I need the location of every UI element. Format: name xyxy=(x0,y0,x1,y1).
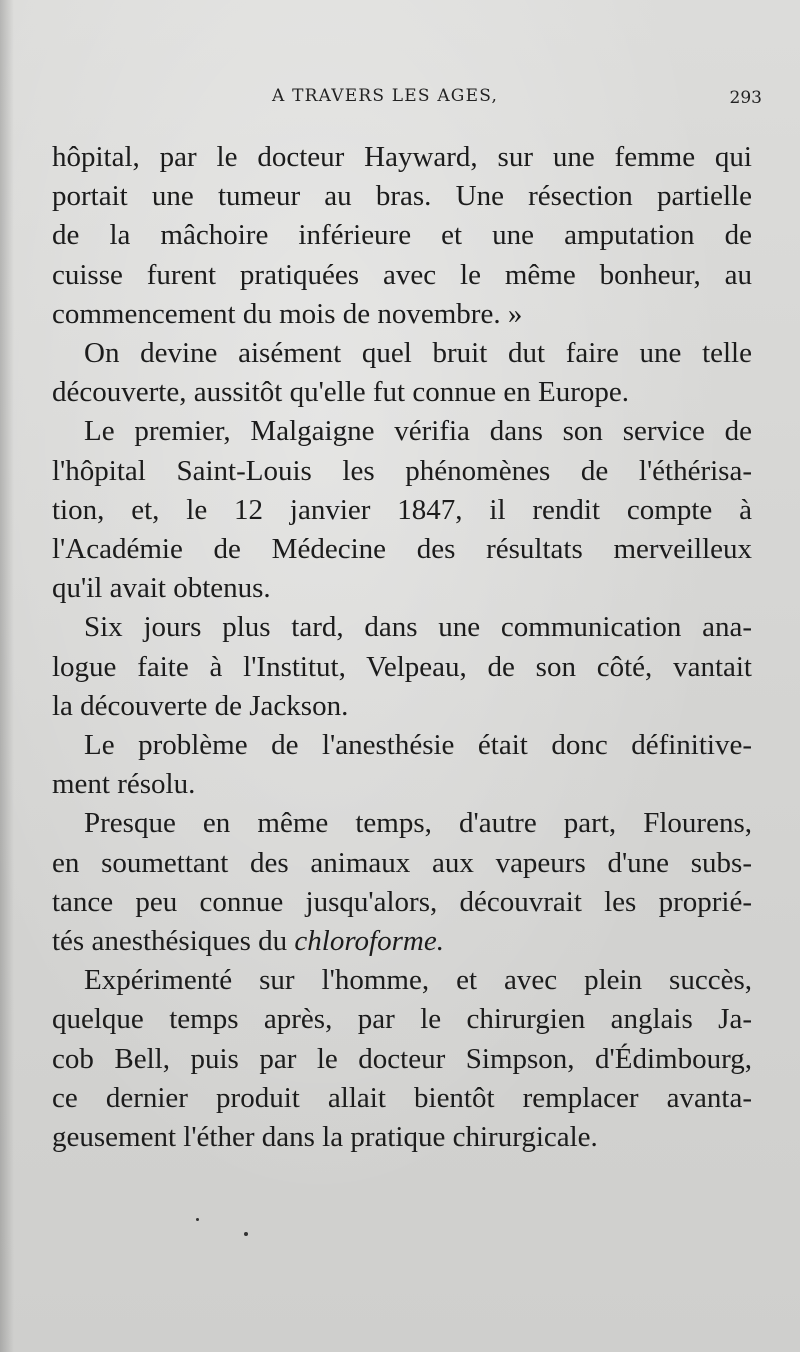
text-line: qu'il avait obtenus. xyxy=(52,572,271,605)
text-line: l'Académie de Médecine des résultats merveilleux xyxy=(52,533,752,566)
paragraph xyxy=(52,804,752,961)
ink-speck xyxy=(196,1218,199,1221)
text-line: ce dernier produit allait bientôt remplacer avanta- xyxy=(52,1081,752,1114)
paragraph xyxy=(52,961,752,1157)
text-line: tion, et, le 12 janvier 1847, il rendit compte à xyxy=(52,493,752,526)
page-number: 293 xyxy=(729,88,762,108)
text-line: l'hôpital Saint-Louis les phénomènes de l'éthérisa- xyxy=(52,454,752,487)
text-line: Le premier, Malgaigne vérifia dans son service de xyxy=(84,415,752,448)
paragraph xyxy=(52,334,752,412)
text-line: tance peu connue jusqu'alors, découvrait les proprié- xyxy=(52,885,752,918)
ink-speck xyxy=(244,1232,248,1236)
text-line: geusement l'éther dans la pratique chirurgicale. xyxy=(52,1121,598,1154)
text-line: cob Bell, puis par le docteur Simpson, d'Édimbourg, xyxy=(52,1042,752,1075)
italic-term: chloroforme. xyxy=(294,925,444,958)
text-line: cuisse furent pratiquées avec le même bonheur, au xyxy=(52,258,752,291)
paragraph xyxy=(52,608,752,726)
text-line: commencement du mois de novembre. » xyxy=(52,297,523,330)
text-line: la découverte de Jackson. xyxy=(52,689,349,722)
text-line: Expérimenté sur l'homme, et avec plein succès, xyxy=(84,964,752,997)
page-header xyxy=(52,86,762,116)
paragraph xyxy=(52,412,752,608)
text-line: en soumettant des animaux aux vapeurs d'une subs- xyxy=(52,846,752,879)
text-line: ment résolu. xyxy=(52,768,196,801)
text-line: de la mâchoire inférieure et une amputation de xyxy=(52,219,752,252)
paragraph xyxy=(52,138,752,334)
text-line: logue faite à l'Institut, Velpeau, de son côté, vantait xyxy=(52,650,752,683)
body-text xyxy=(52,138,752,1157)
paragraph xyxy=(52,726,752,804)
text-line: découverte, aussitôt qu'elle fut connue en Europe. xyxy=(52,376,629,409)
text-line: Six jours plus tard, dans une communication ana- xyxy=(84,611,752,644)
running-title: A TRAVERS LES AGES, xyxy=(272,86,499,106)
text-line: quelque temps après, par le chirurgien anglais Ja- xyxy=(52,1003,752,1036)
text-line: On devine aisément quel bruit dut faire une telle xyxy=(84,337,752,370)
text-line: Le problème de l'anesthésie était donc définitive- xyxy=(84,729,752,762)
text-line-start: tés anesthésiques du xyxy=(52,925,288,958)
text-line: portait une tumeur au bras. Une résection partielle xyxy=(52,180,752,213)
page-edge-shadow xyxy=(0,0,14,1352)
text-line: hôpital, par le docteur Hayward, sur une femme qui xyxy=(52,141,752,173)
text-line: Presque en même temps, d'autre part, Flourens, xyxy=(84,807,752,840)
text-line xyxy=(52,922,752,961)
